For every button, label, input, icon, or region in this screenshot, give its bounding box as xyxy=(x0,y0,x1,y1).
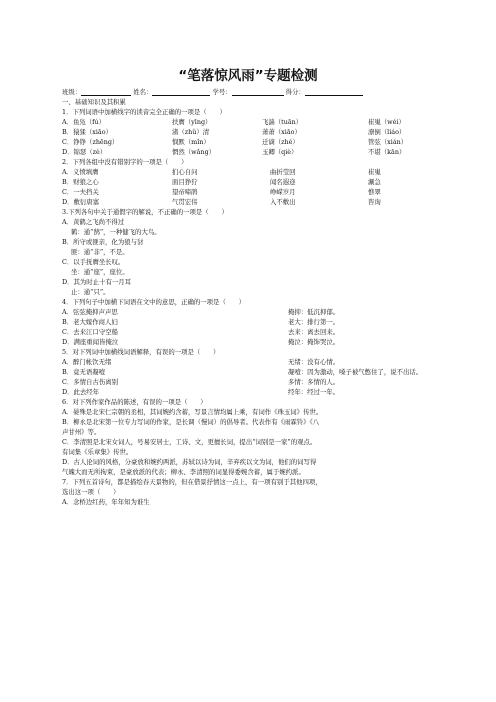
q3-option: D．其为时止十有一月耳 xyxy=(62,278,132,286)
q3-explanation: 鹤：通“鹄”，一种健飞的大鸟。 xyxy=(71,228,161,236)
q1-option-text: 管弦（xián） xyxy=(368,138,408,146)
q1-option-text: 崔嵬（wéi） xyxy=(368,118,405,126)
q3-option: C．以手抚膺坐长叹。 xyxy=(62,258,125,266)
q4-explanation: 掩泣：掩饰哭泣。 xyxy=(288,338,340,346)
q6-option-continued: 声甘州》等。 xyxy=(62,428,101,436)
q6-option: A．晏殊是北宋仁宗朝的丞相，其词婉约含蓄，写景言情均属上乘，有词作《珠玉词》传世。 xyxy=(62,408,323,416)
q1-option-text: 悯默（mǐn） xyxy=(172,138,210,146)
q1-option-text: 惘然（wǎng） xyxy=(172,148,216,156)
q1-option-text: 萧萧（xiāo） xyxy=(262,128,301,136)
q4-option-text: C．去来江口守空船 xyxy=(62,328,119,336)
q2-option-text: 面目狰狞 xyxy=(172,178,198,186)
q5-option-text: B．竟无语凝噎 xyxy=(62,368,106,376)
question-4-stem: 4．下列句子中加横下词语在文中的意思，正确的一项是（ ） xyxy=(62,298,246,306)
q2-option-text: 崔嵬 xyxy=(368,168,381,176)
q1-option-text: 潦倒（liáo） xyxy=(368,128,406,136)
q5-option-text: A．醉门帐饮无绪 xyxy=(62,358,112,366)
question-7-stem-continued: 选出这一项（ ） xyxy=(62,488,120,496)
page-title: “笔落惊风雨”专题检测 xyxy=(178,68,318,84)
q2-option-text: B．财狼之心 xyxy=(62,178,99,186)
q3-option: B．所守或匪亲，化为狼与豺 xyxy=(62,238,144,246)
q1-option-text: 不堪（kān） xyxy=(368,148,406,156)
q1-option-text: C．铮铮（zhēng） xyxy=(62,138,119,146)
q2-option-text: 峥嵘岁月 xyxy=(270,188,296,196)
q6-option: C．李清照是北宋女词人，号易安居士，工诗、文，更擅长词，提出“词别是一家”的观点。 xyxy=(62,438,317,446)
q1-option-text: A．鱼凫（fú） xyxy=(62,118,106,126)
q3-explanation: 匪：通“非”，不是。 xyxy=(71,248,129,256)
score-blank[interactable] xyxy=(305,88,363,96)
id-label: 学号： xyxy=(212,88,232,96)
q6-option: D．古人论词的风格，分豪放和婉约两派，苏轼以诗为词，辛弃疾以文为词，他们的词写得 xyxy=(62,458,317,466)
q2-option-text: A．义愤填膺 xyxy=(62,168,99,176)
q4-option-text: B．老大嫁作商人妇 xyxy=(62,318,118,326)
q5-explanation: 经年：经过一年。 xyxy=(288,388,340,396)
class-label: 班级： xyxy=(62,88,82,96)
q3-explanation: 止：通“只”。 xyxy=(71,288,110,296)
question-3-stem: 3.下列各句中关于通假字的解说，不正确的一项是（ ） xyxy=(62,208,228,216)
q2-option-text: 入不敷出 xyxy=(270,198,296,206)
question-7-stem: 7．下列五首诗句，都是描绘春天景物的，但在借景抒情这一点上，有一项有别于其他四项， xyxy=(62,478,322,486)
q5-explanation: 多情：多情的人。 xyxy=(288,378,340,386)
header-fields xyxy=(62,88,363,96)
q1-option-text: 飞湍（tuān） xyxy=(262,118,303,126)
q2-option-text: 涮急 xyxy=(368,178,381,186)
q4-option-text: A．弦弦掩抑声声思 xyxy=(62,308,118,316)
q3-explanation: 坐：通“座”，座位。 xyxy=(71,268,129,276)
q2-option-text: 气贯宏伟 xyxy=(172,198,198,206)
q2-option-text: 憔翠 xyxy=(368,188,381,196)
question-6-stem: 6．对下列作家作品的陈述，有误的一项是（ ） xyxy=(62,398,207,406)
score-label: 得分： xyxy=(285,88,305,96)
q4-explanation: 老大：排行第一。 xyxy=(288,318,340,326)
q1-option-text: 扶膺（yīng） xyxy=(172,118,212,126)
q7-option: A．念桥边红药，年年知为谁生 xyxy=(62,498,150,506)
q4-option-text: D．满座重闻皆掩泣 xyxy=(62,338,119,346)
name-label: 姓名： xyxy=(133,88,153,96)
q6-option: B．柳永是北宋第一位专力写词的作家，是长调（慢词）的倡导者。代表作有《雨霖铃》《八 xyxy=(62,418,320,426)
q4-explanation: 掩抑：低沉抑郁。 xyxy=(288,308,340,316)
q2-option-text: 曲折莹回 xyxy=(270,168,296,176)
q3-option: A．黄鹤之飞尚不得过 xyxy=(62,218,125,226)
id-blank[interactable] xyxy=(232,88,284,96)
class-blank[interactable] xyxy=(81,88,131,96)
q1-option-text: 玉卿（qiè） xyxy=(262,148,298,156)
q4-explanation: 去来：离去回来。 xyxy=(288,328,340,336)
section-heading: 一、基础知识及其积累 xyxy=(62,98,126,106)
q2-option-text: 扪心自问 xyxy=(172,168,198,176)
question-2-stem: 2．下列各组中没有错别字的一项是（ ） xyxy=(62,158,188,166)
q2-option-text: C．一夫挡关 xyxy=(62,188,99,196)
q2-option-text: 闻名遐迩 xyxy=(270,178,296,186)
q1-option-text: D．锦瑟（zè） xyxy=(62,148,107,156)
question-5-stem: 5．对下列词中加横线词语解释，有误的一项是（ ） xyxy=(62,348,220,356)
q5-explanation: 无绪：没有心情。 xyxy=(288,358,340,366)
q2-option-text: D．敷衍唐塞 xyxy=(62,198,100,206)
q5-option-text: D．此去经年 xyxy=(62,388,100,396)
q1-option-text: 渚（zhǔ）清 xyxy=(172,128,210,136)
q6-option-continued: 气魄大而无所拘束，是豪放派的代表；柳永、李清照的词显得委婉含蓄，属于婉约派。 xyxy=(62,468,305,476)
question-1-stem: 1．下列词语中加横线字的读音完全正确的一项是（ ） xyxy=(62,108,226,116)
q2-option-text: 望帝啼鹃 xyxy=(172,188,198,196)
q1-option-text: B．猿猱（xiāo） xyxy=(62,128,112,136)
q2-option-text: 咨询 xyxy=(368,198,381,206)
name-blank[interactable] xyxy=(152,88,210,96)
q5-explanation: 凝噎：因为激动，嗓子被气憋住了，说不出话。 xyxy=(288,368,423,376)
q1-option-text: 迁谪（zhé） xyxy=(262,138,299,146)
q5-option-text: C．多情自古伤离别 xyxy=(62,378,119,386)
q6-option-continued: 有词集《乐章集》传世。 xyxy=(62,448,133,456)
